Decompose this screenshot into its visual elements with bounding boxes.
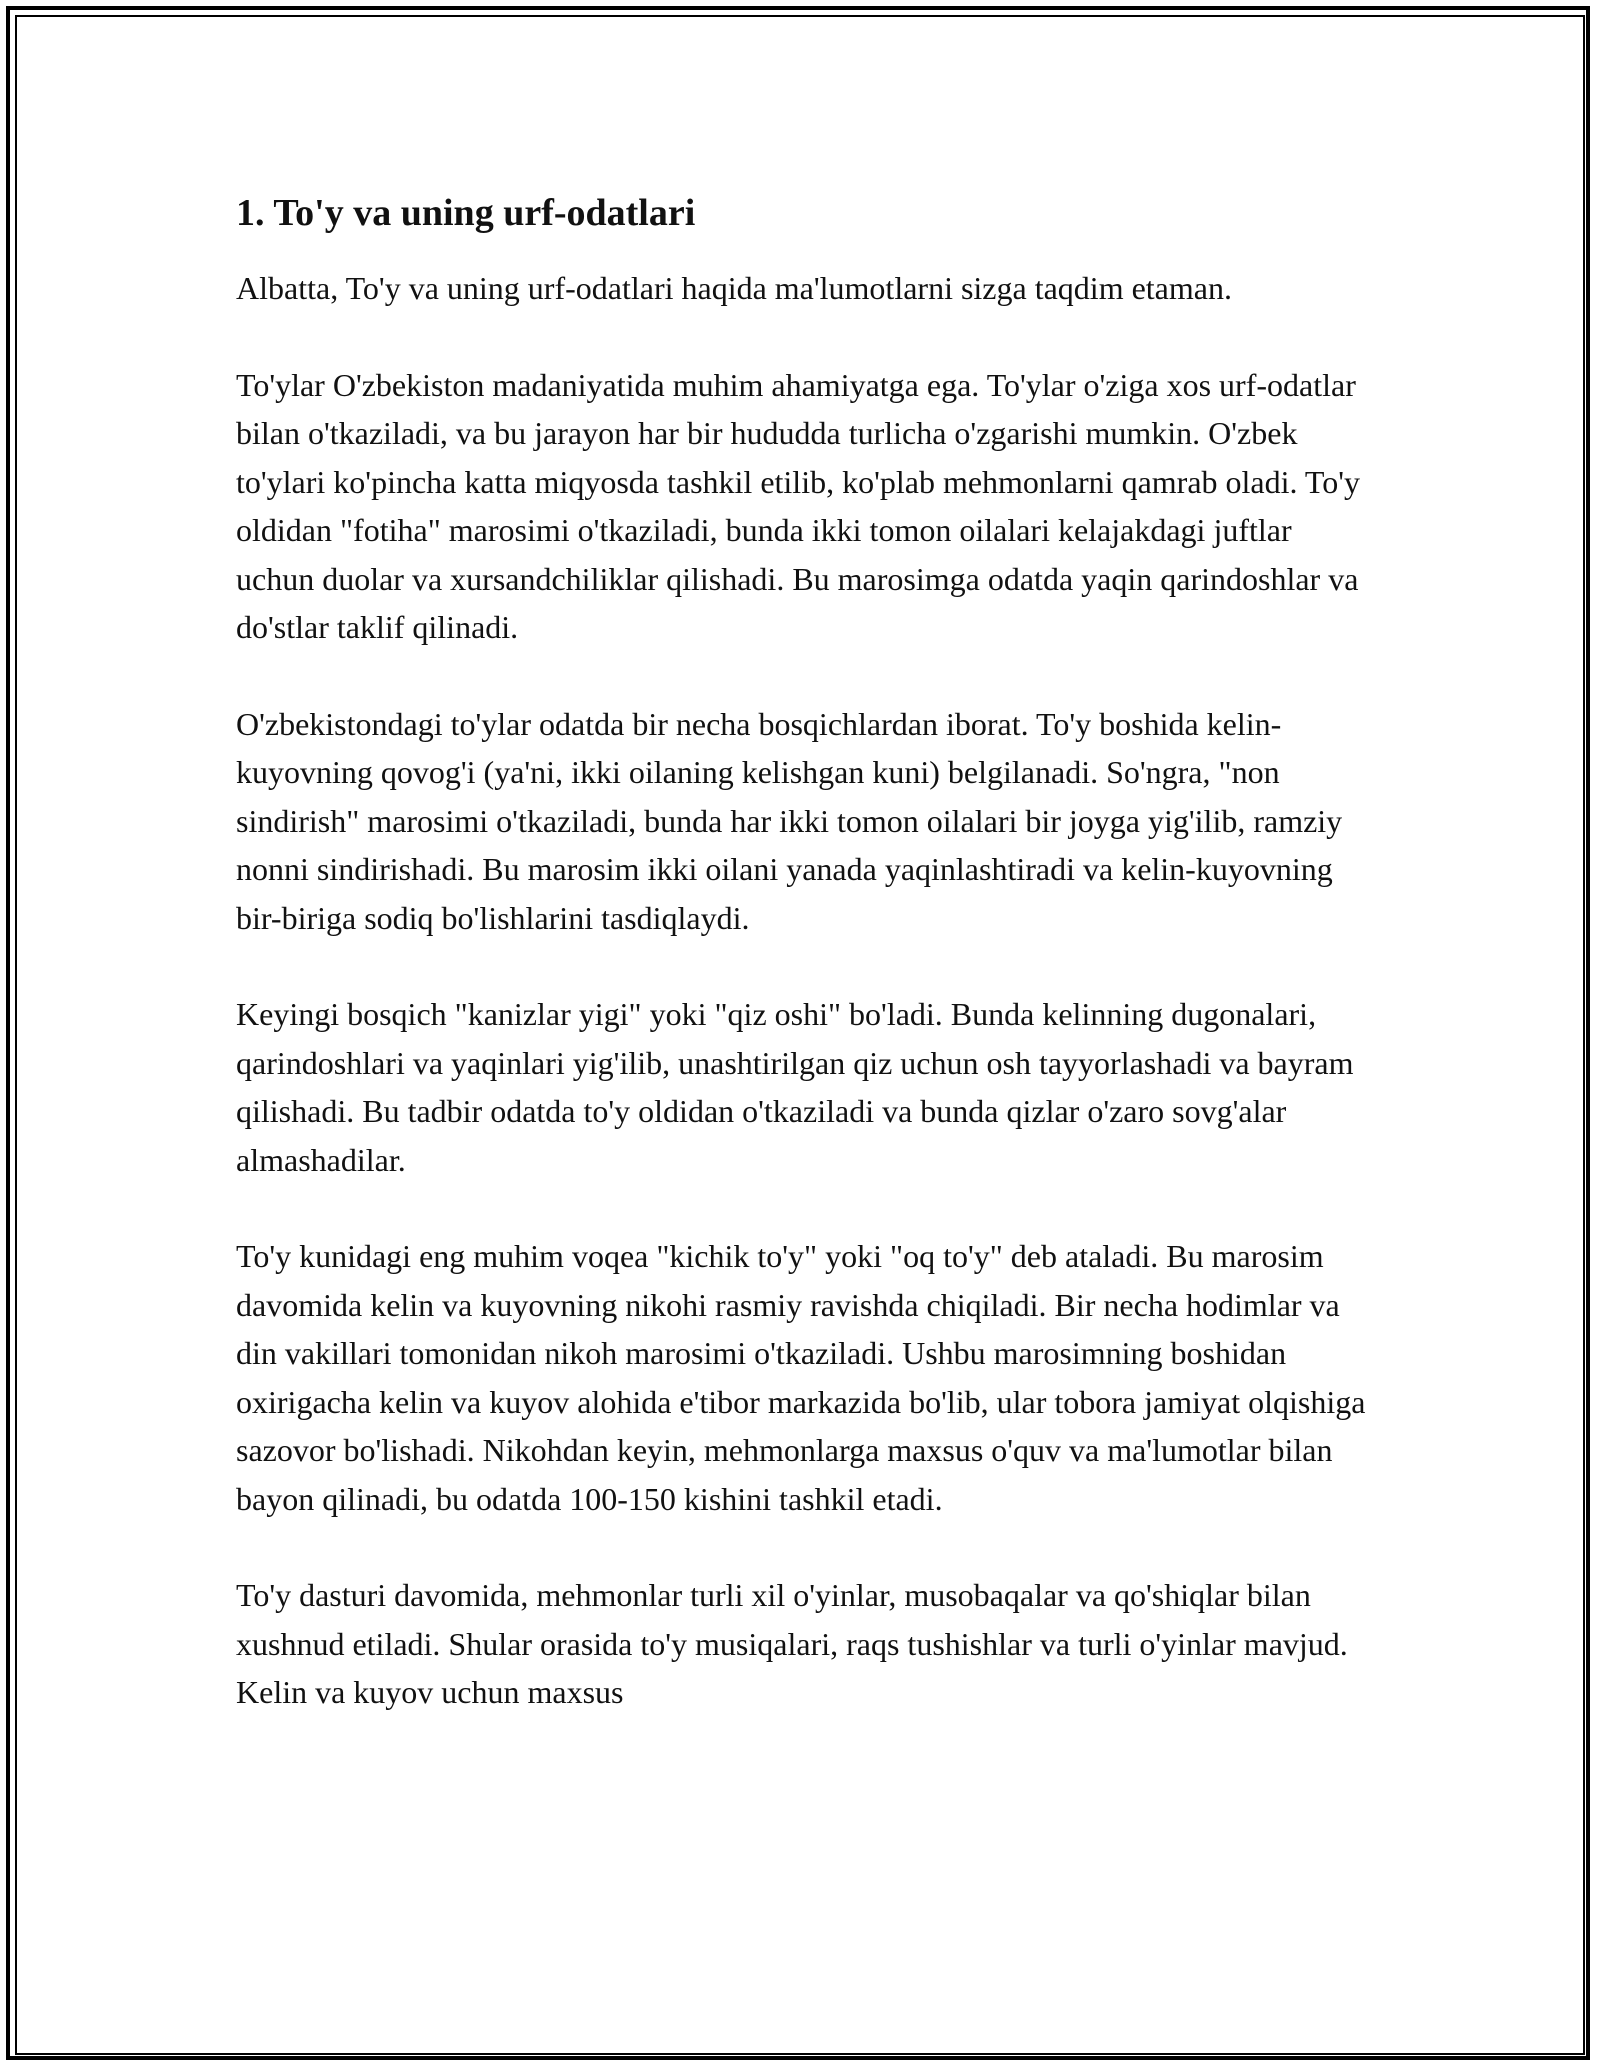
paragraph-significance: To'ylar O'zbekiston madaniyatida muhim ahamiyatga ega. To'ylar o'ziga xos urf-odatlar bilan o'tkaziladi, va bu jarayon har bir hududda turlicha o'zgarishi mumkin. O'zbek to'ylari ko'pincha katta miqyosda tashkil etilib, ko'plab mehmonlarni qamrab oladi. To'y oldidan "fotiha" marosimi o'tkaziladi, bunda ikki tomon oilalari kelajakdagi juftlar uchun duolar va xursandchiliklar qilishadi. Bu marosimga odatda yaqin qarindoshlar va do'stlar taklif qilinadi. bbox=[236, 366, 1360, 645]
document-body bbox=[236, 188, 1376, 1765]
paragraph-program: To'y dasturi davomida, mehmonlar turli xil o'yinlar, musobaqalar va qo'shiqlar bilan xushnud etiladi. Shular orasida to'y musiqalari, raqs tushishlar va turli o'yinlar mavjud. Kelin va kuyov uchun maxsus bbox=[236, 1577, 1348, 1710]
paragraph-qiz-oshi: Keyingi bosqich "kanizlar yigi" yoki "qiz oshi" bo'ladi. Bunda kelinning dugonalari, qarindoshlari va yaqinlari yig'ilib, unashtirilgan qiz uchun osh tayyorlashadi va bayram qilishadi. Bu tadbir odatda to'y oldidan o'tkaziladi va bunda qizlar o'zaro sovg'alar almashadilar. bbox=[236, 996, 1354, 1178]
section-heading: 1. To'y va uning urf-odatlari bbox=[236, 192, 696, 234]
paragraph-stages: O'zbekistondagi to'ylar odatda bir necha bosqichlardan iborat. To'y boshida kelin-kuyovning qovog'i (ya'ni, ikki oilaning kelishgan kuni) belgilanadi. So'ngra, "non sindirish" marosimi o'tkaziladi, bunda har ikki tomon oilalari bir joyga yig'ilib, ramziy nonni sindirishadi. Bu marosim ikki oilani yanada yaqinlashtiradi va kelin-kuyovning bir-biriga sodiq bo'lishlarini tasdiqlaydi. bbox=[236, 705, 1343, 936]
paragraph-wedding-day: To'y kunidagi eng muhim voqea "kichik to'y" yoki "oq to'y" deb ataladi. Bu marosim davomida kelin va kuyovning nikohi rasmiy ravishda chiqiladi. Bir necha hodimlar va din vakillari tomonidan nikoh marosimi o'tkaziladi. Ushbu marosimning boshidan oxirigacha kelin va kuyov alohida e'tibor markazida bo'lib, ular tobora jamiyat olqishiga sazovor bo'lishadi. Nikohdan keyin, mehmonlarga maxsus o'quv va ma'lumotlar bilan bayon qilinadi, bu odatda 100-150 kishini tashkil etadi. bbox=[236, 1238, 1366, 1517]
paragraph-intro: Albatta, To'y va uning urf-odatlari haqida ma'lumotlarni sizga taqdim etaman. bbox=[236, 270, 1232, 306]
